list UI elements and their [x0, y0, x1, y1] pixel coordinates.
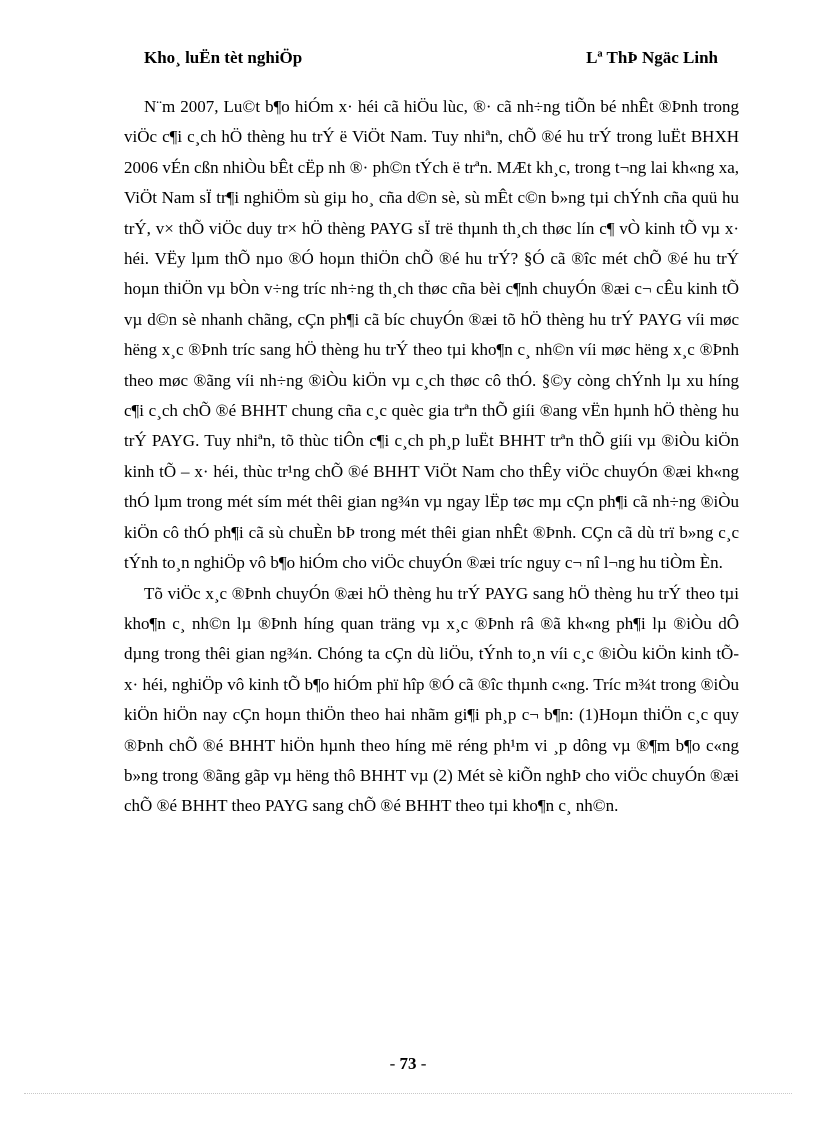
footer-dash-right: -: [416, 1054, 427, 1073]
footer-dash-left: -: [389, 1054, 400, 1073]
page-number: 73: [399, 1054, 417, 1073]
body-text: [124, 92, 739, 822]
paragraph-1: N¨m 2007, Lu©t b¶o hiÓm x· héi cã hiÖu lùc, ®· cã nh÷ng tiÕn bé nhÊt ®Þnh trong viÖc c¶i c¸ch hÖ thèng hu trÝ ë ViÖt Nam. Tuy nhiªn, chÕ ®é hu trÝ trong luËt BHXH 2006 vÉn cßn nhiÒu bÊt cËp nh ®· ph©n tÝch ë trªn. MÆt kh¸c, trong t¬ng lai kh«ng xa, ViÖt Nam sÏ tr¶i nghiÖm sù giµ ho¸ cña d©n sè, sù mÊt c©n b»ng tµi chÝnh cña quü hu trÝ, v× thÕ viÖc duy tr× hÖ thèng PAYG sÏ trë thµnh th¸ch thøc lín c¶ vÒ kinh tÕ vµ x· héi. VËy lµm thÕ nµo ®Ó hoµn thiÖn chÕ ®é hu trÝ? §Ó cã ®îc mét chÕ ®é hu trÝ hoµn thiÖn vµ bÒn v÷ng tríc nh÷ng th¸ch thøc cña bèi c¶nh chuyÓn ®æi c¬ cÊu kinh tÕ vµ d©n sè nhanh chãng, cÇn ph¶i cã bíc chuyÓn ®æi tõ hÖ thèng hu trÝ PAYG víi møc hëng x¸c ®Þnh tríc sang hÖ thèng hu trÝ theo tµi kho¶n c¸ nh©n víi møc hëng x¸c ®Þnh theo møc ®ãng víi nh÷ng ®iÒu kiÖn vµ c¸ch thøc cô thÓ. §©y còng chÝnh lµ xu híng c¶i c¸ch chÕ ®é BHHT chung cña c¸c quèc gia trªn thÕ giíi ®ang vËn hµnh hÖ thèng hu trÝ PAYG. Tuy nhiªn, tõ thùc tiÔn c¶i c¸ch ph¸p luËt BHHT trªn thÕ giíi vµ ®iÒu kiÖn kinh tÕ – x· héi, thùc tr¹ng chÕ ®é BHHT ViÖt Nam cho thÊy viÖc chuyÓn ®æi kh«ng thÓ lµm trong mét sím mét thêi gian ng¾n vµ ngay lËp tøc mµ cÇn ph¶i cã nh÷ng ®iÒu kiÖn cô thÓ ph¶i cã sù chuÈn bÞ trong mét thêi gian nhÊt ®Þnh. CÇn cã dù trï b»ng c¸c tÝnh to¸n nghiÖp vô b¶o hiÓm cho viÖc chuyÓn ®æi tríc nguy c¬ nî l¬ng hu tiÒm Èn.: [124, 97, 739, 573]
page-footer: [0, 1054, 816, 1074]
page-bottom-rule: [24, 1093, 792, 1094]
header-author-name: Lª ThÞ Ngäc Linh: [586, 48, 718, 67]
header-thesis-title: Kho¸ luËn tèt nghiÖp: [144, 48, 303, 67]
page-header: [144, 48, 718, 72]
paragraph-2: Tõ viÖc x¸c ®Þnh chuyÓn ®æi hÖ thèng hu trÝ PAYG sang hÖ thèng hu trÝ theo tµi kho¶n c¸ nh©n lµ ®Þnh híng quan träng vµ x¸c ®Þnh râ ®ã kh«ng ph¶i lµ ®iÒu dÔ dµng trong thêi gian ng¾n. Chóng ta cÇn dù liÖu, tÝnh to¸n víi c¸c ®iÒu kiÖn kinh tÕ-x· héi, nghiÖp vô kinh tÕ b¶o hiÓm phï hîp ®Ó cã ®îc thµnh c«ng. Tríc m¾t trong ®iÒu kiÖn hiÖn nay cÇn hoµn thiÖn theo hai nhãm gi¶i ph¸p c¬ b¶n: (1)Hoµn thiÖn c¸c quy ®Þnh chÕ ®é BHHT hiÖn hµnh theo híng më réng ph¹m vi ¸p dông vµ ®¶m b¶o c«ng b»ng trong ®ãng gãp vµ hëng thô BHHT vµ (2) Mét sè kiÕn nghÞ cho viÖc chuyÓn ®æi chÕ ®é BHHT theo PAYG sang chÕ ®é BHHT theo tµi kho¶n c¸ nh©n.: [124, 583, 739, 816]
